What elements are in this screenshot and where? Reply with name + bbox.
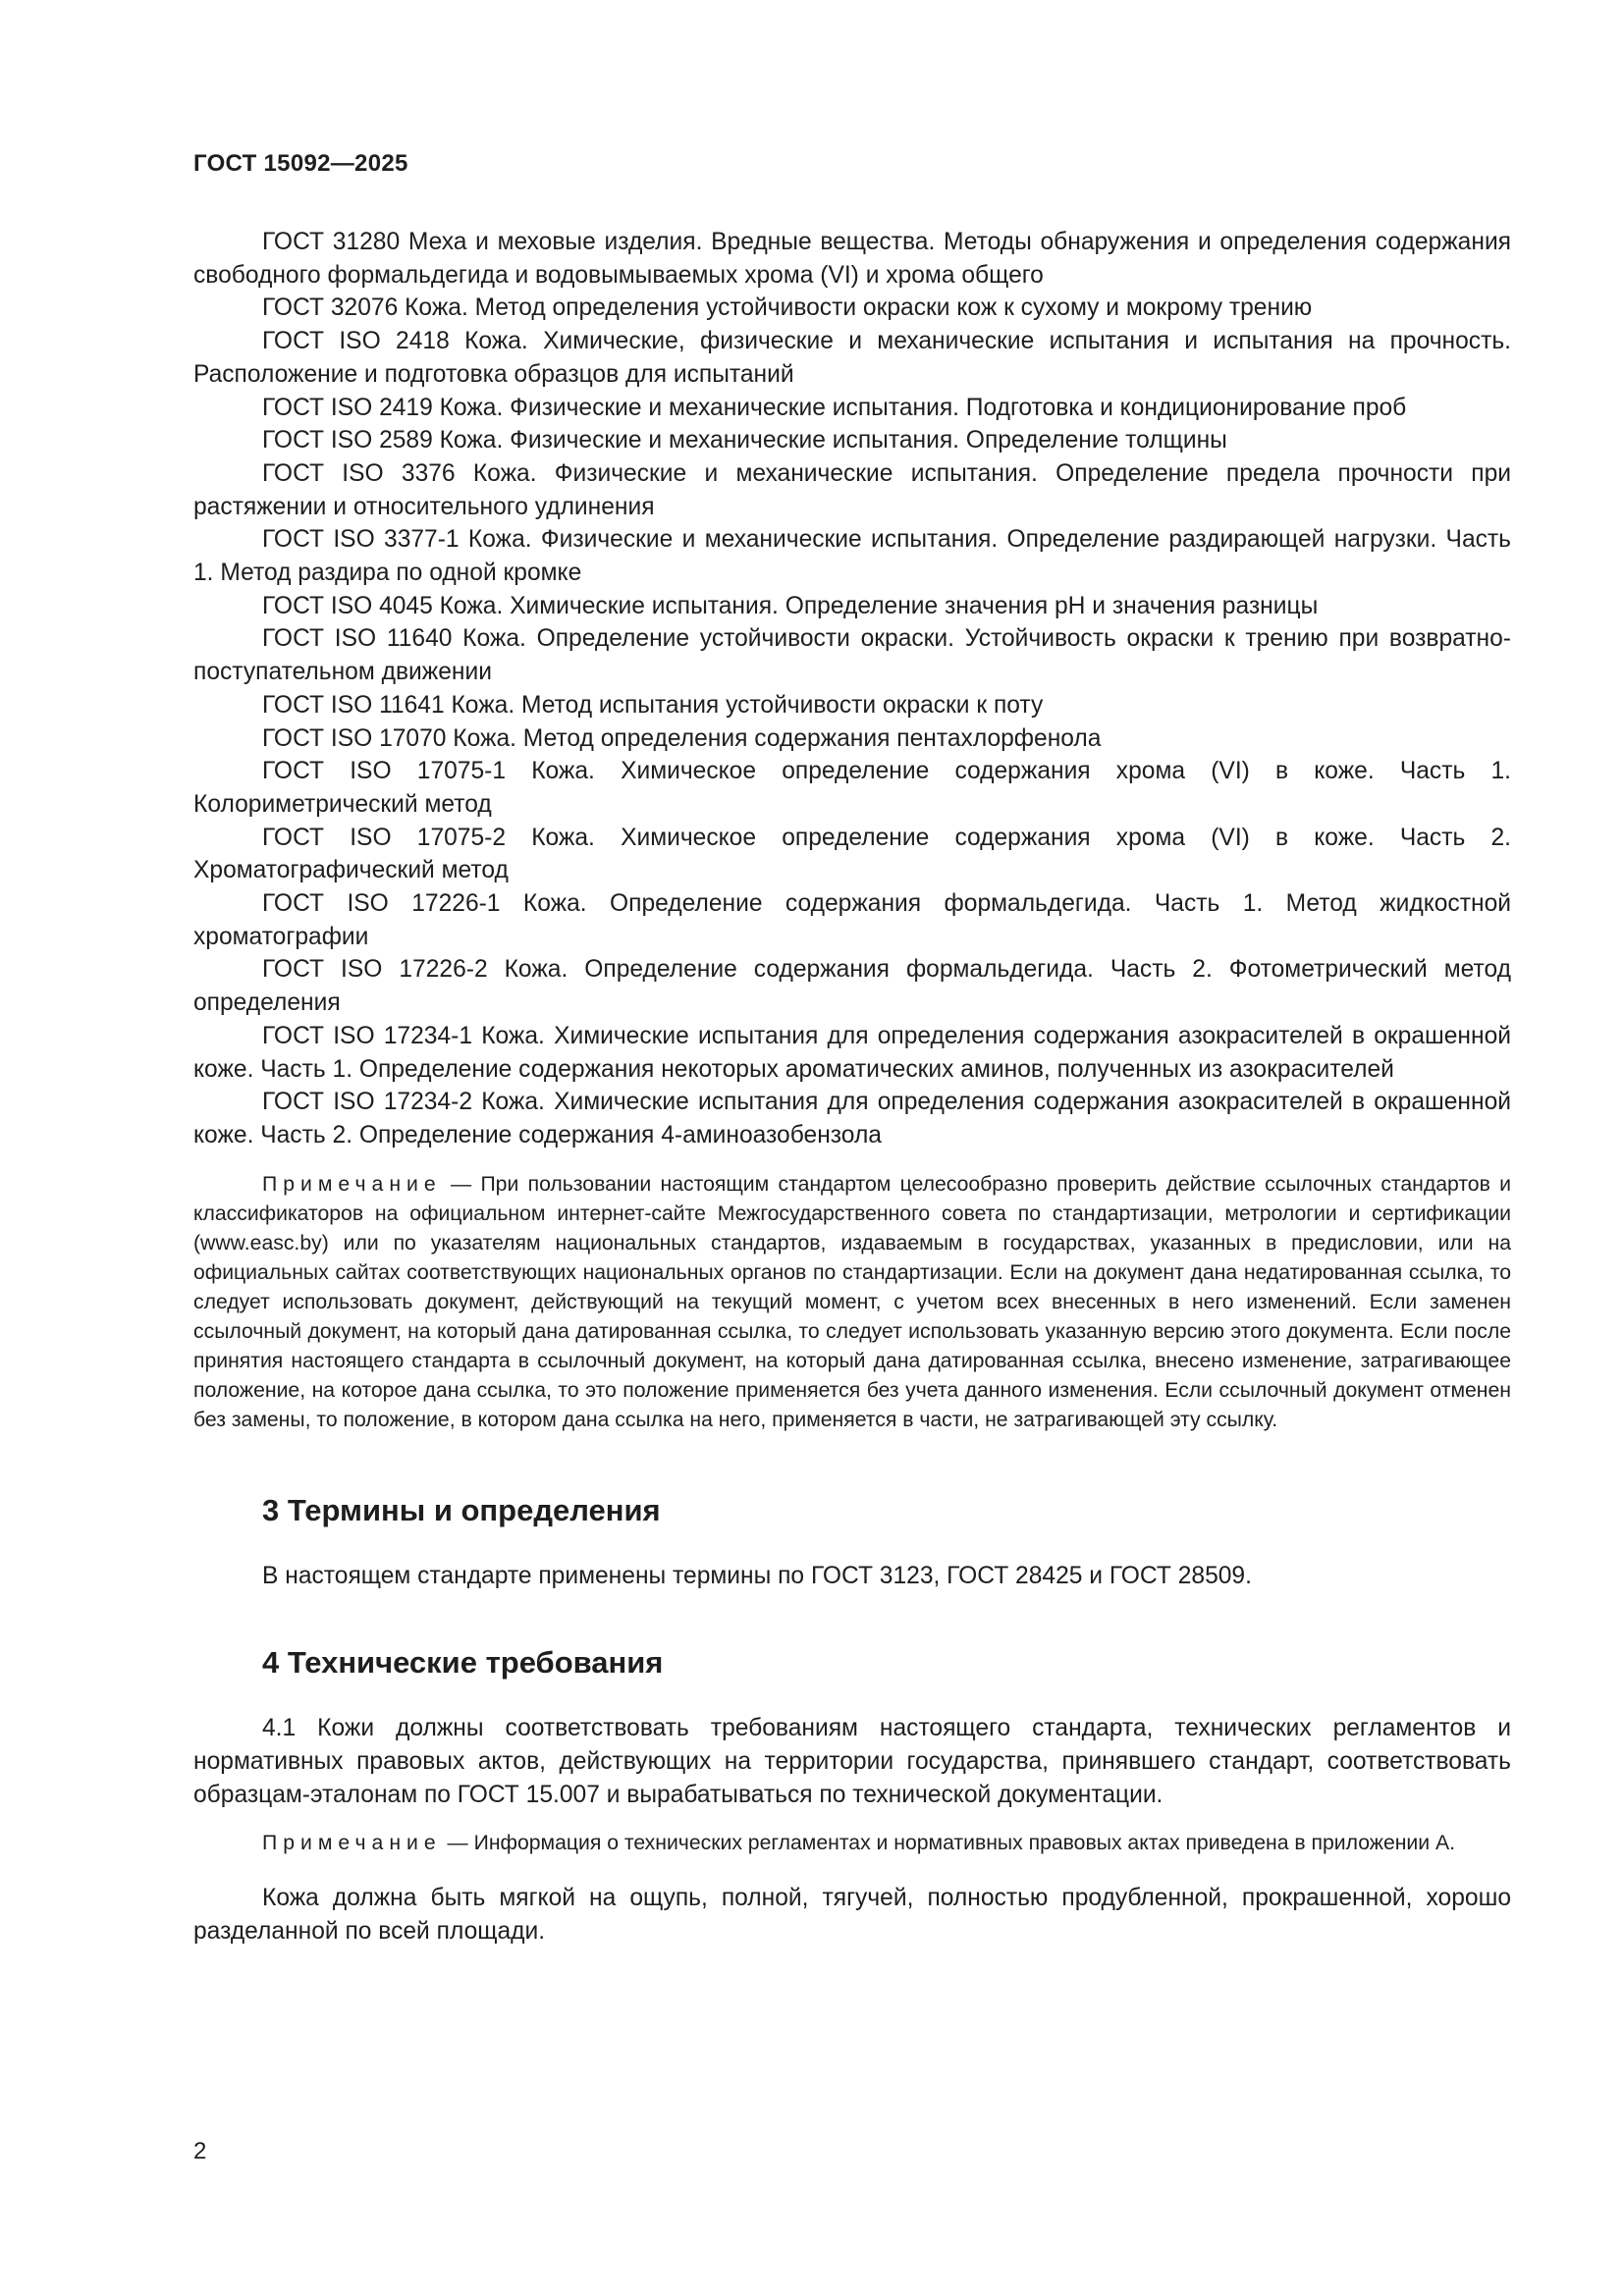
reference-item: ГОСТ ISO 17075-1 Кожа. Химическое определение содержания хрома (VI) в коже. Часть 1. Колориметрический метод [193, 758, 1511, 818]
reference-item: ГОСТ 32076 Кожа. Метод определения устойчивости окраски кож к сухому и мокрому трению [262, 294, 1313, 322]
reference-item: ГОСТ ISO 11641 Кожа. Метод испытания устойчивости окраски к поту [262, 691, 1044, 719]
reference-item: ГОСТ ISO 17226-1 Кожа. Определение содержания формальдегида. Часть 1. Метод жидкостной хроматографии [193, 890, 1511, 950]
reference-item: ГОСТ ISO 11640 Кожа. Определение устойчивости окраски. Устойчивость окраски к трению при возвратно-поступательном движении [193, 625, 1511, 686]
reference-item: ГОСТ ISO 2418 Кожа. Химические, физические и механические испытания и испытания на прочность. Расположение и подготовка образцов для испытаний [193, 328, 1511, 388]
reference-item: ГОСТ 31280 Меха и меховые изделия. Вредные вещества. Методы обнаружения и определения содержания свободного формальдегида и водовымываемых хрома (VI) и хрома общего [193, 229, 1511, 289]
reference-item: ГОСТ ISO 17075-2 Кожа. Химическое определение содержания хрома (VI) в коже. Часть 2. Хроматографический метод [193, 824, 1511, 884]
reference-item: ГОСТ ISO 2589 Кожа. Физические и механические испытания. Определение толщины [262, 427, 1227, 454]
section-3-heading: 3 Термины и определения [262, 1492, 661, 1527]
section-4-heading: 4 Технические требования [262, 1645, 664, 1681]
note-text: — Информация о технических регламентах и нормативных правовых актах приведена в приложении А. [441, 1832, 1456, 1855]
note-text: — При пользовании настоящим стандартом целесообразно проверить действие ссылочных стандартов и классификаторов на официальном интернет-сайте Межгосударственного совета по стандартизации, метрологии и сертификации (www.easc.by) или по указателям национальных стандартов, издаваемым в государствах, указанных в предисловии, или на официальных сайтах соответствующих национальных органов по стандартизации. Если на документ дана недатированная ссылка, то следует использовать документ, действующий на текущий момент, с учетом всех внесенных в него изменений. Если заменен ссылочный документ, на который дана датированная ссылка, то следует использовать указанную версию этого документа. Если после принятия настоящего стандарта в ссылочный документ, на который дана датированная ссылка, внесено изменение, затрагивающее положение, на которое дана ссылка, то это положение применяется без учета данного изменения. Если ссылочный документ отменен без замены, то положение, в котором дана ссылка на него, применяется в части, не затрагивающей эту ссылку. [193, 1172, 1511, 1432]
clause-4-1-text: Кожа должна быть мягкой на ощупь, полной, тягучей, полностью продубленной, прокрашенной, хорошо разделанной по всей площади. [193, 1885, 1511, 1946]
section-3-text: В настоящем стандарте применены термины по ГОСТ 3123, ГОСТ 28425 и ГОСТ 28509. [262, 1562, 1252, 1589]
note-regulations [193, 1829, 1511, 1858]
reference-list [193, 226, 1511, 1152]
clause-4-1: 4.1 Кожи должны соответствовать требованиям настоящего стандарта, технических регламентов и нормативных правовых актов, действующих на территории государства, принявшего стандарт, соответствовать образцам-эталонам по ГОСТ 15.007 и вырабатываться по технической документации. [193, 1715, 1511, 1808]
document-header: ГОСТ 15092—2025 [193, 150, 408, 177]
document-body [193, 226, 1511, 1949]
reference-item: ГОСТ ISO 17234-2 Кожа. Химические испытания для определения содержания азокрасителей в окрашенной коже. Часть 2. Определение содержания 4-аминоазобензола [193, 1089, 1511, 1148]
reference-item: ГОСТ ISO 3377-1 Кожа. Физические и механические испытания. Определение раздирающей нагрузки. Часть 1. Метод раздира по одной кромке [193, 526, 1511, 587]
reference-item: ГОСТ ISO 17070 Кожа. Метод определения содержания пентахлорфенола [262, 724, 1102, 752]
reference-item: ГОСТ ISO 17234-1 Кожа. Химические испытания для определения содержания азокрасителей в окрашенной коже. Часть 1. Определение содержания некоторых ароматических аминов, полученных из азокрасителей [193, 1022, 1511, 1083]
page-number: 2 [193, 2138, 207, 2164]
reference-item: ГОСТ ISO 2419 Кожа. Физические и механические испытания. Подготовка и кондиционирование проб [262, 394, 1407, 421]
reference-item: ГОСТ ISO 17226-2 Кожа. Определение содержания формальдегида. Часть 2. Фотометрический метод определения [193, 956, 1511, 1017]
reference-item: ГОСТ ISO 3376 Кожа. Физические и механические испытания. Определение предела прочности при растяжении и относительного удлинения [193, 459, 1511, 520]
reference-item: ГОСТ ISO 4045 Кожа. Химические испытания. Определение значения рН и значения разницы [262, 592, 1319, 619]
note-label: Примечание [262, 1832, 442, 1855]
note-references [193, 1170, 1511, 1436]
note-label: Примечание [262, 1172, 442, 1196]
